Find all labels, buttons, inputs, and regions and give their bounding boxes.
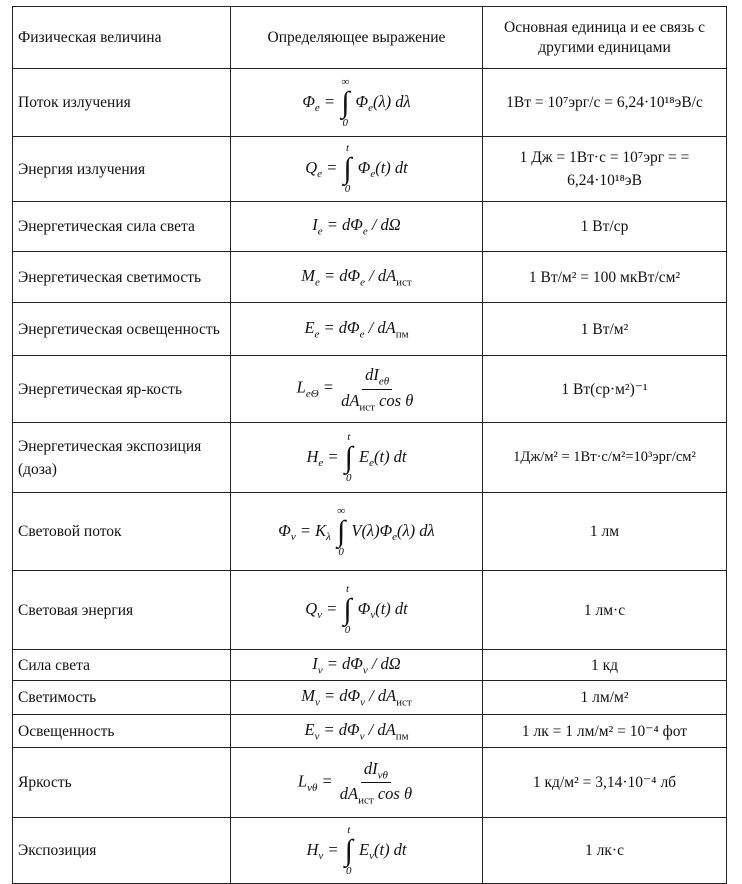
table-row	[13, 202, 727, 252]
table-row	[13, 571, 727, 650]
defining-formula: $H_v$ = t ∫ 0 $E_v(t)$ dt	[231, 818, 483, 884]
quantity-name: Освещенность	[13, 715, 231, 748]
quantity-name: Энергетическая светимость	[13, 252, 231, 303]
defining-formula: $M_v = d\Phi_v / dA_{ист}$	[231, 681, 483, 715]
table-row	[13, 681, 727, 715]
unit-value: 1 лк = 1 лм/м² = 10⁻⁴ фот	[483, 715, 727, 748]
quantity-name: Энергия излучения	[13, 137, 231, 202]
table-row	[13, 69, 727, 137]
integral-symbol: t ∫ 0	[343, 583, 352, 636]
quantity-name: Яркость	[13, 748, 231, 818]
table-row	[13, 650, 727, 681]
defining-formula: $M_e = d\Phi_e / dA_{ист}$	[231, 252, 483, 303]
integral-symbol: ∞ ∫ 0	[337, 504, 346, 558]
defining-formula: $H_e$ = t ∫ 0 $E_e(t)$ dt	[231, 423, 483, 493]
quantity-name: Сила света	[13, 650, 231, 681]
quantity-name: Световой поток	[13, 493, 231, 571]
unit-value: 1 кд	[483, 650, 727, 681]
table-row	[13, 303, 727, 356]
quantity-name: Экспозиция	[13, 818, 231, 884]
quantity-name: Светимость	[13, 681, 231, 715]
quantity-name: Поток излучения	[13, 69, 231, 137]
table-row	[13, 493, 727, 571]
quantity-name: Световая энергия	[13, 571, 231, 650]
header-unit: Основная единица и ее связь с другими единицами	[483, 7, 727, 69]
unit-value: 1 лм/м²	[483, 681, 727, 715]
table-row	[13, 137, 727, 202]
table-row	[13, 356, 727, 423]
fraction: $\frac{dI_{e\theta}}{dA_{ист} \cos \theta}$	[341, 365, 414, 413]
quantity-name: Энергетическая освещенность	[13, 303, 231, 356]
quantity-name: Энергетическая сила света	[13, 202, 231, 252]
unit-value: 1 Дж = 1Вт·с = 10⁷эрг = = 6,24·10¹⁸эВ	[483, 137, 727, 202]
quantity-name: Энергетическая яр-кость	[13, 356, 231, 423]
integral-symbol: t ∫ 0	[343, 142, 352, 195]
integral-symbol: ∞ ∫ 0	[341, 75, 350, 129]
units-table	[12, 6, 727, 884]
table-row	[13, 818, 727, 884]
defining-formula: $E_v = d\Phi_v / dA_{пм}$	[231, 715, 483, 748]
quantity-name: Энергетическая экспозиция (доза)	[13, 423, 231, 493]
defining-formula: $Q_e$ = t ∫ 0 $\Phi_e(t)$ dt	[231, 137, 483, 202]
header-row	[13, 7, 727, 69]
unit-value: 1 Вт/ср	[483, 202, 727, 252]
header-physical-quantity: Физическая величина	[13, 7, 231, 69]
defining-formula: $Q_v$ = t ∫ 0 $\Phi_v(t)$ dt	[231, 571, 483, 650]
table-row	[13, 252, 727, 303]
fraction: $\frac{dI_{v\theta}}{dA_{ист} \cos \theta}$	[339, 758, 413, 807]
unit-value: 1 лм·с	[483, 571, 727, 650]
integral-symbol: t ∫ 0	[344, 430, 353, 484]
unit-value: 1 Вт(ср·м²)⁻¹	[483, 356, 727, 423]
unit-value: 1Вт = 10⁷эрг/с = 6,24·10¹⁸эВ/с	[483, 69, 727, 137]
unit-value: 1 Вт/м² = 100 мкВт/см²	[483, 252, 727, 303]
defining-formula: $\Phi_v = K_\lambda$ ∞ ∫ 0 $V(\lambda)\Phi_e(\lambda)$ dλ	[231, 493, 483, 571]
table-row	[13, 715, 727, 748]
defining-formula: $\Phi_e$ = ∞ ∫ 0 $\Phi_e(\lambda)$ dλ	[231, 69, 483, 137]
unit-value: 1 лм	[483, 493, 727, 571]
unit-value: 1Дж/м² = 1Вт·с/м²=10³эрг/см²	[483, 423, 727, 493]
unit-value: 1 лк·с	[483, 818, 727, 884]
unit-value: 1 кд/м² = 3,14·10⁻⁴ лб	[483, 748, 727, 818]
defining-formula: $L_{e\Theta}$ = $\frac{dI_{e\theta}}{dA_{ист} \cos \theta}$	[231, 356, 483, 423]
defining-formula: $I_e = d\Phi_e / d\Omega$	[231, 202, 483, 252]
header-defining-expression: Определяющее выражение	[231, 7, 483, 69]
defining-formula: $L_{v\theta}$ = $\frac{dI_{v\theta}}{dA_{ист} \cos \theta}$	[231, 748, 483, 818]
defining-formula: $I_v = d\Phi_v / d\Omega$	[231, 650, 483, 681]
table-row	[13, 748, 727, 818]
unit-value: 1 Вт/м²	[483, 303, 727, 356]
defining-formula: $E_e = d\Phi_e / dA_{пм}$	[231, 303, 483, 356]
table-row	[13, 423, 727, 493]
integral-symbol: t ∫ 0	[344, 823, 353, 877]
